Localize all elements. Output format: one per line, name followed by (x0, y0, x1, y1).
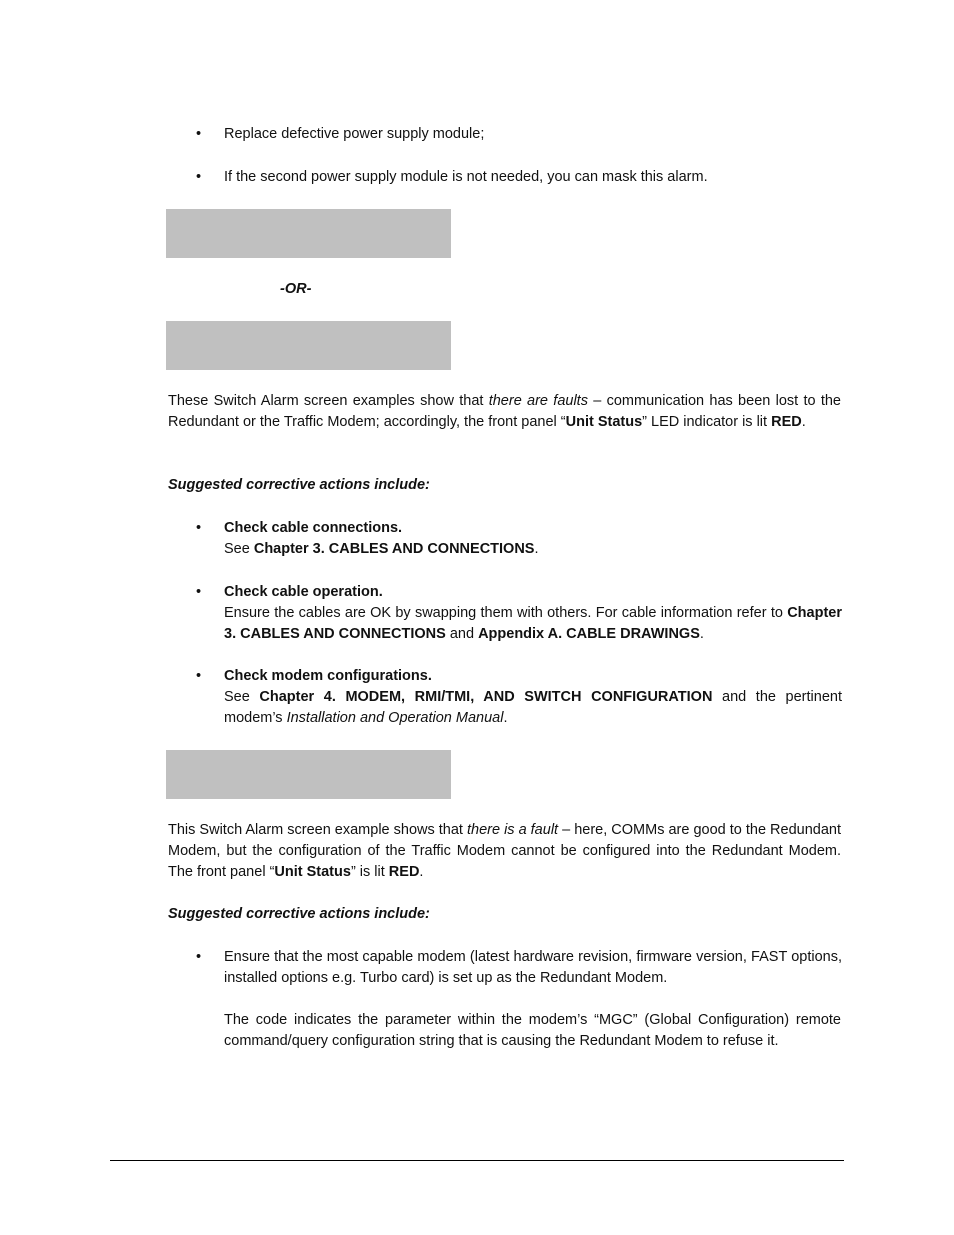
action-detail: See Chapter 4. MODEM, RMI/TMI, AND SWITCH CONFIGURATION and the pertinent modem’s Installation and Operation Manual. (224, 689, 842, 726)
bold-text: Unit Status (274, 864, 351, 880)
text: . (801, 414, 806, 430)
text: This Switch Alarm screen example shows that (168, 822, 467, 838)
emphasis-text: there is a fault (466, 822, 559, 838)
section-heading: Suggested corrective actions include: (168, 906, 430, 922)
paragraph-fault (168, 820, 841, 883)
bold-text: Unit Status (565, 414, 643, 430)
lcd-screen-example-2 (166, 321, 451, 370)
action-title: Check cable operation. (224, 584, 383, 600)
bullet-text: If the second power supply module is not needed, you can mask this alarm. (224, 169, 708, 185)
bullet-icon: • (196, 520, 202, 536)
text: . (419, 864, 424, 880)
text: ” is lit (350, 864, 389, 880)
code-note: The code indicates the parameter within the modem’s “MGC” (Global Configuration) remote command/query configuration string that is causing the Redundant Modem to refuse it. (224, 1012, 841, 1049)
action-detail: See Chapter 3. CABLES AND CONNECTIONS. (224, 541, 539, 557)
paragraph-faults (168, 391, 841, 433)
bullet-text: Replace defective power supply module; (224, 126, 485, 142)
chapter-reference: Chapter 4. MODEM, RMI/TMI, AND SWITCH CONFIGURATION (259, 689, 713, 705)
chapter-reference: Chapter 3. CABLES AND CONNECTIONS (253, 541, 535, 557)
text: ” LED indicator is lit (642, 414, 772, 430)
bullet-icon: • (196, 584, 202, 600)
text: – here, COMMs are good to the Redundant Modem, but the configuration of the Traffic Modem cannot be configured into the Redundant Modem. The front panel “ (168, 822, 841, 880)
manual-title: Installation and Operation Manual (286, 710, 504, 726)
text: – communication has been lost to the Redundant or the Traffic Modem; accordingly, the front panel “ (168, 393, 841, 430)
lcd-screen-example-1 (166, 209, 451, 258)
action-detail: Ensure the cables are OK by swapping them with others. For cable information refer to Chapter 3. CABLES AND CONNECTIONS and Appendix A. CABLE DRAWINGS. (224, 605, 842, 642)
bullet-icon: • (196, 668, 202, 684)
emphasis-text: there are faults (488, 393, 588, 409)
bold-text: RED (388, 864, 420, 880)
bullet-icon: • (196, 126, 202, 142)
appendix-reference: Appendix A. CABLE DRAWINGS (478, 626, 700, 642)
action-title: Check cable connections. (224, 520, 403, 536)
footer-rule (110, 1160, 844, 1161)
chapter-reference: Chapter 3. CABLES AND CONNECTIONS (224, 605, 842, 642)
bullet-text: Ensure that the most capable modem (latest hardware revision, firmware version, FAST options, installed options e.g. Turbo card) is set up as the Redundant Modem. (224, 949, 842, 986)
or-separator: -OR- (280, 281, 312, 297)
bold-text: RED (771, 414, 802, 430)
lcd-screen-example-3 (166, 750, 451, 799)
section-heading: Suggested corrective actions include: (168, 477, 430, 493)
action-title: Check modem configurations. (224, 668, 432, 684)
bullet-icon: • (196, 169, 202, 185)
bullet-icon: • (196, 949, 202, 965)
text: These Switch Alarm screen examples show that (168, 393, 489, 409)
